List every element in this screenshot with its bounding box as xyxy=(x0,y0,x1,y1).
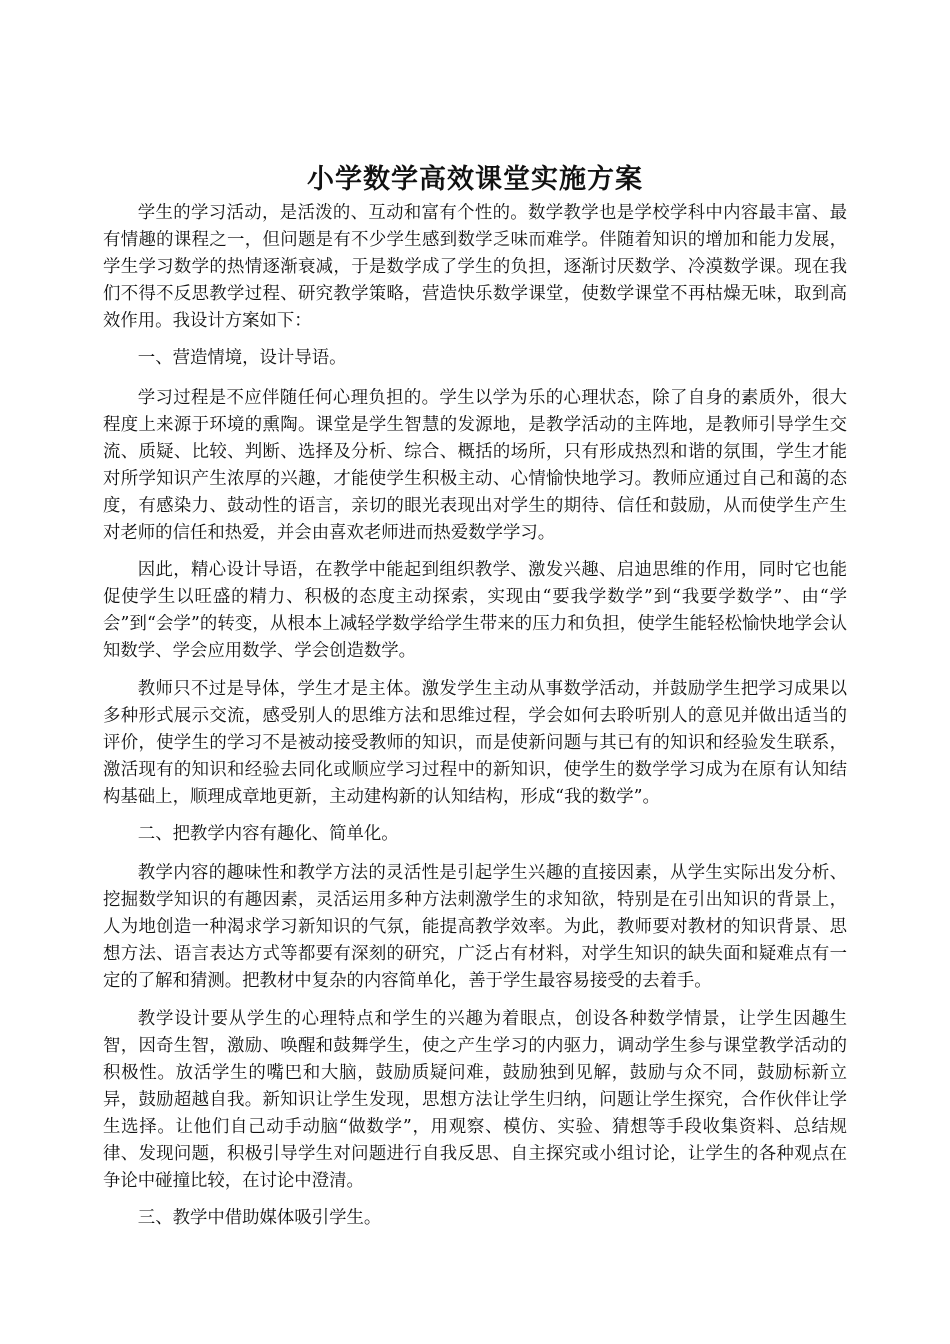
paragraph: 学习过程是不应伴随任何心理负担的。学生以学为乐的心理状态，除了自身的素质外，很大程度上来源于环境的熏陶。课堂是学生智慧的发源地，是教学活动的主阵地，是教师引导学生交流、质疑、比较、判断、选择及分析、综合、概括的场所，只有形成热烈和谐的氛围，学生才能对所学知识产生浓厚的兴趣，才能使学生积极主动、心情愉快地学习。教师应通过自己和蔼的态度，有感染力、鼓动性的语言，亲切的眼光表现出对学生的期待、信任和鼓励，从而使学生产生对老师的信任和热爱，并会由喜欢老师进而热爱数学学习。 xyxy=(103,387,847,544)
paragraph: 教学设计要从学生的心理特点和学生的兴趣为着眼点，创设各种数学情景，让学生因趣生智，因奇生智，激励、唤醒和鼓舞学生，使之产生学习的内驱力，调动学生参与课堂教学活动的积极性。放活学生的嘴巴和大脑，鼓励质疑问难，鼓励独到见解，鼓励与众不同，鼓励标新立异，鼓励超越自我。新知识让学生发现，思想方法让学生归纳，问题让学生探究，合作伙伴让学生选择。让他们自己动手动脑“做数学”，用观察、模仿、实验、猜想等手段收集资料、总结规律、发现问题，积极引导学生对问题进行自我反思、自主探究或小组讨论，让学生的各种观点在争论中碰撞比较，在讨论中澄清。 xyxy=(103,1008,847,1192)
section-heading-2: 二、把教学内容有趣化、简单化。 xyxy=(137,823,399,844)
paragraph-intro: 学生的学习活动，是活泼的、互动和富有个性的。数学教学也是学校学科中内容最丰富、最有情趣的课程之一，但问题是有不少学生感到数学乏味而难学。伴随着知识的增加和能力发展，学生学习数学的热情逐渐衰减，于是数学成了学生的负担，逐渐讨厌数学、冷漠数学课。现在我们不得不反思教学过程、研究教学策略，营造快乐数学课堂，使数学课堂不再枯燥无味，取到高效作用。我设计方案如下： xyxy=(103,203,847,332)
section-heading-1: 一、营造情境，设计导语。 xyxy=(137,348,347,369)
section-heading-3: 三、教学中借助媒体吸引学生。 xyxy=(137,1208,382,1229)
paragraph: 教学内容的趣味性和教学方法的灵活性是引起学生兴趣的直接因素，从学生实际出发分析、挖掘数学知识的有趣因素，灵活运用多种方法刺激学生的求知欲，特别是在引出知识的背景上，人为地创造一种渴求学习新知识的气氛，能提高教学效率。为此，教师要对教材的知识背景、思想方法、语言表达方式等都要有深刻的研究，广泛占有材料，对学生知识的缺失面和疑难点有一定的了解和猜测。把教材中复杂的内容简单化，善于学生最容易接受的去着手。 xyxy=(103,863,847,992)
paragraph: 教师只不过是导体，学生才是主体。激发学生主动从事数学活动，并鼓励学生把学习成果以多种形式展示交流，感受别人的思维方法和思维过程，学会如何去聆听别人的意见并做出适当的评价，使学生的学习不是被动接受教师的知识，而是使新问题与其已有的知识和经验发生联系，激活现有的知识和经验去同化或顺应学习过程中的新知识，使学生的数学学习成为在原有认知结构基础上，顺理成章地更新，主动建构新的认知结构，形成“我的数学”。 xyxy=(103,678,847,807)
paragraph: 因此，精心设计导语，在教学中能起到组织教学、激发兴趣、启迪思维的作用，同时它也能促使学生以旺盛的精力、积极的态度主动探索，实现由“要我学数学”到“我要学数学”、由“学会”到“会学”的转变，从根本上减轻学数学给学生带来的压力和负担，使学生能轻松愉快地学会认知数学、学会应用数学、学会创造数学。 xyxy=(103,560,847,662)
document-body xyxy=(103,200,847,1244)
document-title: 小学数学高效课堂实施方案 xyxy=(307,164,643,196)
